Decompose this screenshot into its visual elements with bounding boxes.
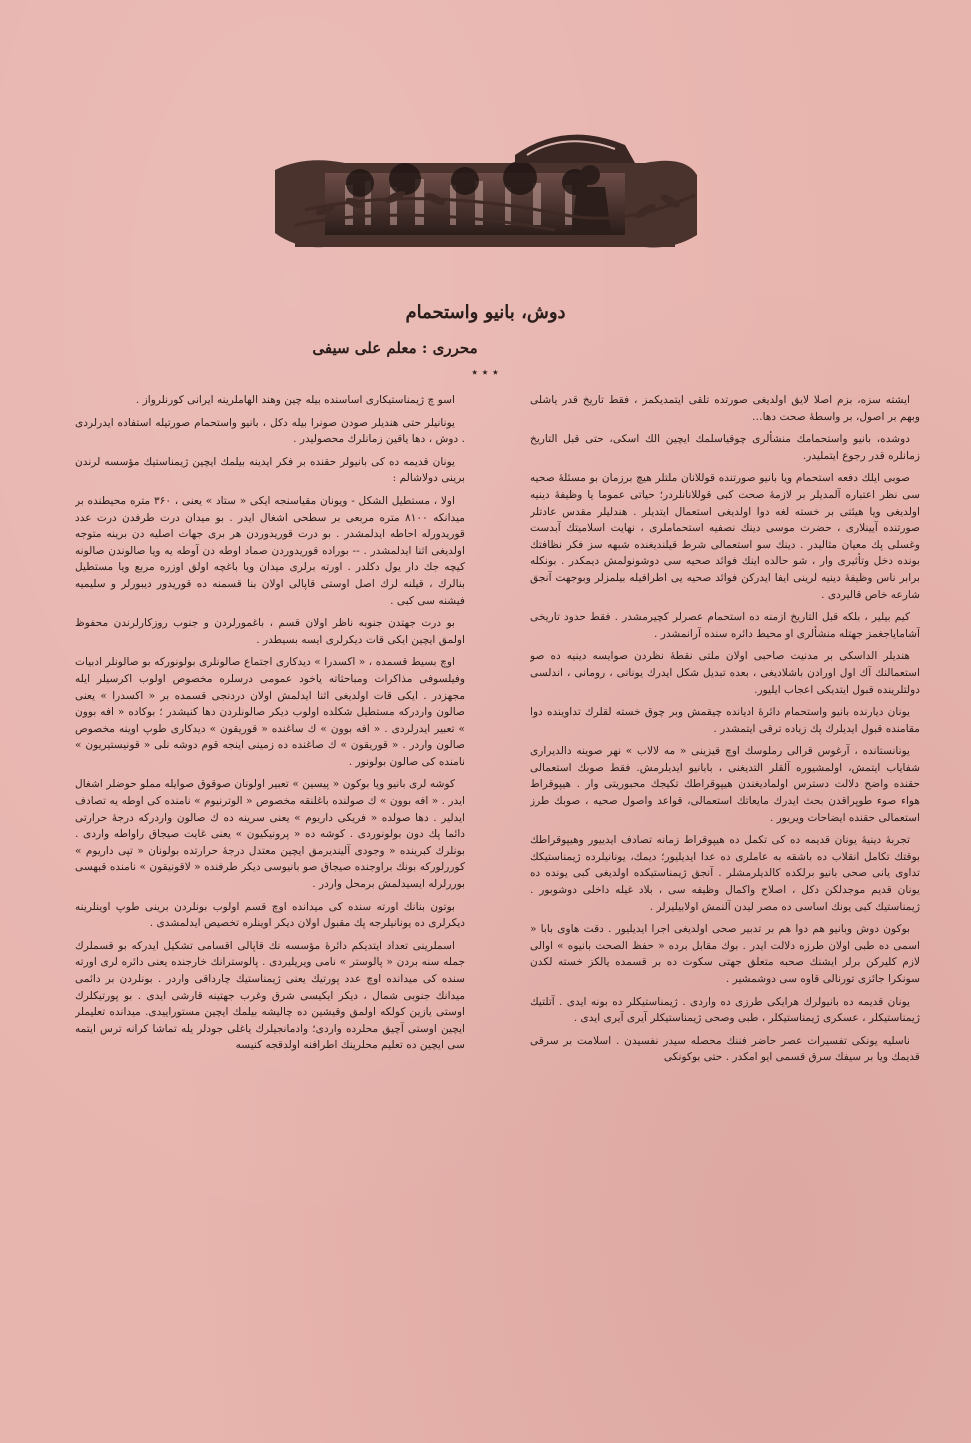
- paragraph: صوبی ایلك دفعه استحمام ویا بانیو صورتنده قوللانان ملتلر هیچ برزمان بو مسئلهٔ صحیه سی نظر اعتباره آلمدیلر بر لازمهٔ صحت کبی قوللانانلردر؛ حیاتی عموما یا وظیفهٔ دینیه اولدیغی ویا هیئتی بر خسته لغه دوا اولدیغی استعمال ایتدیلر . هندلیلر مقدس عادتلر صورتنده آیینلاری ، حضرت موسی دینك نصفیه استحماملری ، نهایت اسلامیتك آبدست وغسلی پك معیان مثالیدر . دینك سو استعمالی شرط قیلندیغنده شبهه سز فکر نظافتك بونده دخل وتأثیری وار ، شو حالده اینك فوائد صحیه سی دوشونولمش دیمکدر . بونکله برابر ناس وظیفهٔ دینیه لرینی ایفا ایدرکن فوائد صحیه یی اطرافیله بیلمزلر وبوجهت آنجق شارعه خاص قالیردی .: [530, 472, 920, 601]
- paragraph: یونان قدیمه ده بانیولرك هرایکی طرزی ده واردی . ژیمناستیکلر ده بونه ایدی . آتلتیك ژیمناستیکلر ، عسکری ژیمناستیکلر ، طبی وصحی ژیمناستیکلر آیری آیری ایدی .: [530, 995, 920, 1025]
- paragraph: یونان دیارنده بانیو واستحمام دائرهٔ ادیانده چیقمش وبر چوق خسته لقلرك تداوینده دوا مقامنده قبول ایدیلرك پك زیاده ترقی ایتمشدر .: [530, 706, 920, 735]
- paragraph: بوکون دوش وبانیو هم دوا هم بر تدبیر صحی اولدیغی اجرا ایدیلیور . دقت هاوی بابا « اسمی ده طبی اولان طرزه دلالت ایدر . بوك مقابل برده « حفظ الصحت بانیوه » اوالی لازم کلیرکن برلر ایشنك صحبه متعلق جهتی سکوت ده بر قسمده یالکز خسته لکدن سونکرا جائزی تورنالی قاوه سی دوشمشیر .: [530, 923, 920, 985]
- paragraph: دوشده، بانیو واستحمامك منشألری چوقیاسلمك ایچین الك اسکی، حتی قبل التاریخ زمانلره قدر رجوع ایتملیدر.: [530, 433, 920, 462]
- article-title: دوش، بانیو واستحمام: [405, 302, 566, 323]
- paragraph: ایشته سزه، بزم اصلا لایق اولدیغی صورتده تلقی ایتمدیکمز ، فقط تاریخ قدر یاشلی وبهم بر اصول، بر واسطهٔ صحت دها…: [530, 394, 920, 423]
- paragraph: بو درت جهتدن جنوبه ناظر اولان قسم ، باغمورلردن و جنوب روزکارلرندن محفوظ اولمق ایچین ایکی قات دیکرلری ایسه بسیطدر .: [75, 617, 465, 646]
- paragraph: کوشه لری بانیو ویا بوکون « پیسین » تعبیر اولونان صوقوق صوایله مملو حوضلر اشغال ایدر . « افه بوون » ك صولنده باغلنقه مخصوص « الوترنیوم » نامنده کی اوطه یه تصادف ایدلیر . دها صولده « فریکی داریوم » یعنی سرینه ده ك صالون واردرکه درجهٔ حرارتی دائما پك دون بولونوردی . کوشه ده « پرونیکیون » یعنی غایت صیجاق راواطه واردی . بونلرك کبرینده « وجودی آلیندیرمق ایچین معتدل درجهٔ حرارتده بولونان « تپی داریوم » کوررلورکه بونك براوجنده صیجاق صو بانیوسی دیکر طرفنده « لاقونیقون » نامنده قبهسی بوررلرله ایسیدلمش برمحل واردر .: [75, 778, 465, 891]
- paragraph: یونانستانده ، آرغوس قرالی رملوسك اوچ قیزینی « مه لالاب » نهر صوینه دالدیراری شفایاب ایتمش، اولمشیوره آلقلر التدیغنی ، بابانیو ایدیلرمش. فقط صوبك استعمالی حقنده واضح دلالت دسترس اولمادیغندن هیپوقراطك تکیجك محبوریتی وار . هیپوقراط هواء صوء طوپراقدن بحث ایدرك مایعاتك استعمالی، قواعد واصول صحیه ، صوبك طرز استعمالی حقنده ایضاحات ویریور .: [530, 745, 920, 824]
- paragraph: تجربهٔ دینیهٔ یونان قدیمه ده کی تکمل ده هیپوقراط زمانه تصادف ایدییور وهیپوقراطك بوقتك تکامل انقلاب ده باشقه به عاملری ده عدا ایدیلیور؛ دیمك، یونانیلرده ژیمناستیکك تداوی یانی صحی بانیو برلکده کالدیلرمشلر . آنجق ژیمناستیکده اولدیغی کبی یونده ده یونان قدیم موجدلکن دکل ، اصلاح واکمال وظیفه سی ، بلاد غیله داخلی دوشوبور . ژیمناستیك کبی یونك اساسی ده مصر لیدن آلنمش اولابیلیرلر .: [530, 834, 920, 913]
- paragraph: اوچ بسیط قسمده ، « اکسدرا » دیدکاری اجتماع صالونلری بولونورکه بو صالونلر ادبیات وفیلسوفی مذاکرات ومباحثاته یاخود عمومی درسلره مخصوص اولوب اکرسیلر ایله مجهزدر . ایکی قات اولدیغی اثنا ایدلمش اولان دردنجی قسمده بر « اکسدرا » یعنی صالون واردرکه مستطیل شکلده اولوب دیکر صالونلردن دها کنیشدر ؛ بوکاده « افه بوون » تعبیر ایدرلردی . « افه بوون » ك ساغنده « قوریقون » دیدکاری طوپ اوینه مخصوص صالون واردر . « قوریقون » ك صاغنده ده زمینی اینجه قوم دوشه نلی « قونیستیریون » نامنده کی صالون بولونور .: [75, 656, 465, 768]
- paragraph: بوتون بنانك اورته سنده کی میدانده اوچ قسم اولوب بونلردن برینی طوپ اوینلرینه دیکرلری ده یونانیلرجه پك مقبول اولان دیکر اوینلره تخصیص ایدلمشدی .: [75, 900, 465, 930]
- ornamental-banner-illustration: [265, 115, 705, 265]
- paragraph: اولا ، مستطیل الشکل - ویونان مقیاسنجه ایکی « ستاد » یعنی ، ۳۶۰ متره محیطنده بر میدانکه ۸۱۰۰ متره مربعی بر سطحی اشغال ایدر . بو میدان درت طرفدن درت عدد قوریدورله احاطه ایدلمشدر . بو درت قوریدوردن هر بری جهات اصلیه دن برینه متوجه اولدیغی اثنا ایدلمشدر . -- بوراده قوریدوردن صماد اوطه دن آوطه یه ویا صالوندن صالونه کیچه جك دار یول دکلدر . اورته برلری میدان ویا باغچه اولق اوزره مربع ویا مستطیل بنالرك ، قیلنه لرك اصل اوستی قاپالی اولان بنا قسمنه ده قوریدور دیبورلر و سلیمیه فیشنه سی کبی .: [75, 494, 465, 607]
- paragraph: هندیلر الداسکی بر مدنیت صاحبی اولان ملتی نقطهٔ نظردن صوایسه دینیه ده صو استعمالنك آك اول اورادن باشلادیغی ، بعده تبدیل شکل ایدرك یونانی ، رومانی ، اندلسی دولتلرینده قبول ایتدیکی اعجاب ایلیور.: [530, 650, 920, 696]
- paragraph: کیم بیلیر ، بلکه قبل التاریخ ازمنه ده استحمام عصرلر کچیرمشدر . فقط حدود تاریخی آشامایاجغمز جهتله منشألری او محیط دائره سنده آرانمشدر .: [530, 611, 920, 640]
- paragraph: اسو چ ژیمناستیکاری اساسنده بیله چین وهند الهاملرینه ایرانی کورنلرواز .: [135, 394, 455, 406]
- section-separator: ٭ ٭ ٭: [471, 365, 499, 379]
- article-author: محرری : معلم علی سیفی: [312, 339, 478, 357]
- text-column-left: [75, 392, 465, 1397]
- paragraph: اسملرینی تعداد ایتدیکم دائرهٔ مؤسسه نك قاپالی اقسامی تشکیل ایدرکه بو قسملرك جمله سنه بردن « پالوستر » نامی ویریلیردی . پالوسترانك خارجنده یعنی دائره لری اورته سنده کی میدانده اوچ عدد پورتیك یعنی ژیمناستیك چارداقی واردر . بونلردن بر دائمی میدانك جنوبی شمال ، دیکر ایکیسی شرق وغرب جهتینه قارشی ایدی . بو پورتیکلرك اوستی یازین کولکه اولمق وقیشین ده چالیشه بیلمك ایچین مستوراییدی. میدانده تعلیملر ایچین اوستی آچیق محلرده واردی؛ وادمانجیلرك یاغلی جودلر یله تماشا کرانه ترس ایتمه سی ایچین ده تعلیم محلرینك اطرافنه اولدقجه کنیسه: [75, 939, 465, 1052]
- text-column-right: [530, 392, 920, 1397]
- paragraph: یونان قدیمه ده کی بانیولر حقنده بر فکر ایدینه بیلمك ایچین ژیمناستیك مؤسسه لرندن برینی دولاشالم :: [75, 455, 465, 485]
- paragraph: یونانیلر حتی هندیلر صودن صونرا بیله دکل ، بانیو واستحمام صورتیله استفاده ایدرلردی . دوش ، دها یاقین زمانلرك محصولیدر .: [75, 416, 465, 446]
- paragraph: ناسلیه یونكی تفسیرات عصر حاضر فننك محصله سیدر نفسیدن . اسلامت بر سرقی قدیمك ویا بر سیفك سرق قسمی ایو امکدر . حتی بوکونکی: [530, 1034, 920, 1064]
